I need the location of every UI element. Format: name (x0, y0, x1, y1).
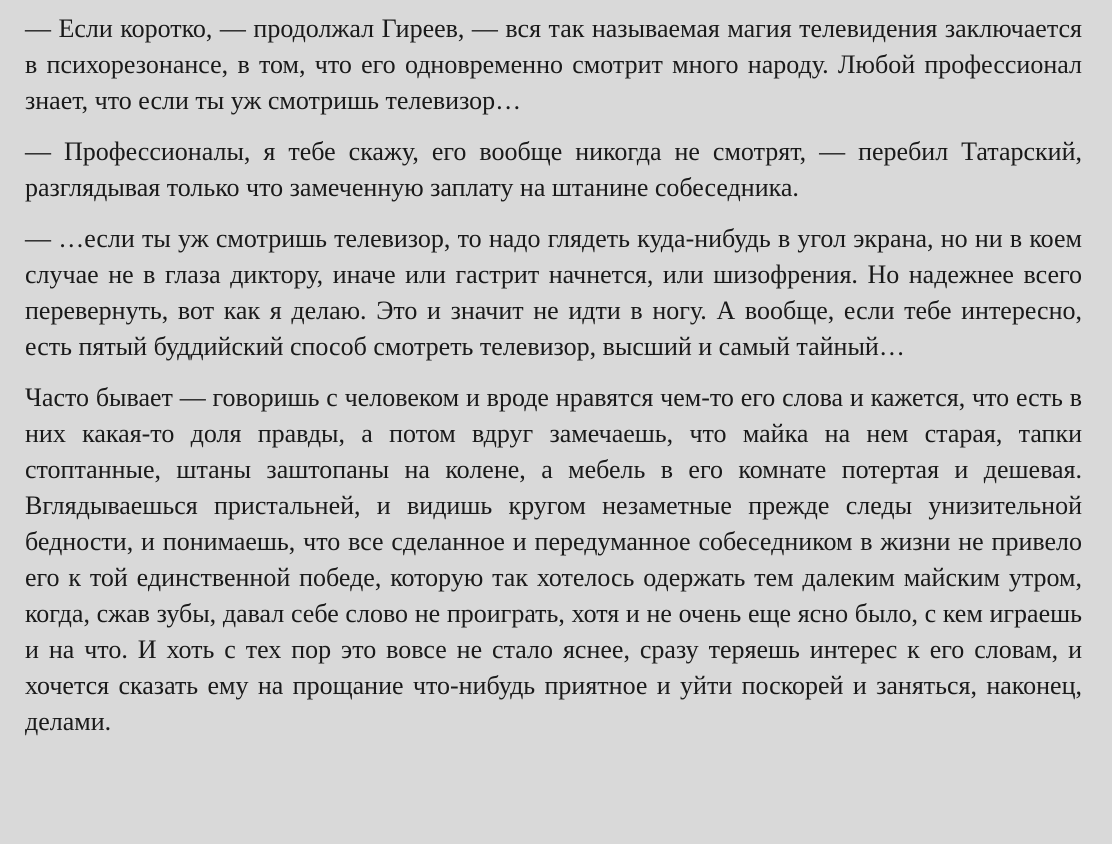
paragraph-3: — …если ты уж смотришь телевизор, то надо глядеть куда-нибудь в угол экрана, но ни в коем случае не в глаза диктору, иначе или гастрит начнется, или шизофрения. Но надежнее всего перевернуть, вот как я делаю. Это и значит не идти в ногу. А вообще, если тебе интересно, есть пятый буддийский способ смотреть телевизор, высший и самый тайный… (25, 224, 1082, 361)
paragraph-4: Часто бывает — говоришь с человеком и вроде нравятся чем-то его слова и кажется, что есть в них какая-то доля правды, а потом вдруг замечаешь, что майка на нем старая, тапки стоптанные, штаны заштопаны на колене, а мебель в его комнате потертая и дешевая. Вглядываешься пристальней, и видишь кругом незаметные прежде следы унизительной бедности, и понимаешь, что все сделанное и передуманное собеседником в жизни не привело его к той единственной победе, которую так хотелось одержать тем далеким майским утром, когда, сжав зубы, давал себе слово не проиграть, хотя и не очень еще ясно было, с кем играешь и на что. И хоть с тех пор это вовсе не стало яснее, сразу теряешь интерес к его словам, и хочется сказать ему на прощание что-нибудь приятное и уйти поскорей и заняться, наконец, делами. (25, 383, 1082, 736)
paragraph-2: — Профессионалы, я тебе скажу, его вообще никогда не смотрят, — перебил Татарский, разглядывая только что замеченную заплату на штанине собеседника. (25, 137, 1082, 202)
paragraph-1: — Если коротко, — продолжал Гиреев, — вся так называемая магия телевидения заключается в психорезонансе, в том, что его одновременно смотрит много народу. Любой профессионал знает, что если ты уж смотришь телевизор… (25, 14, 1082, 115)
